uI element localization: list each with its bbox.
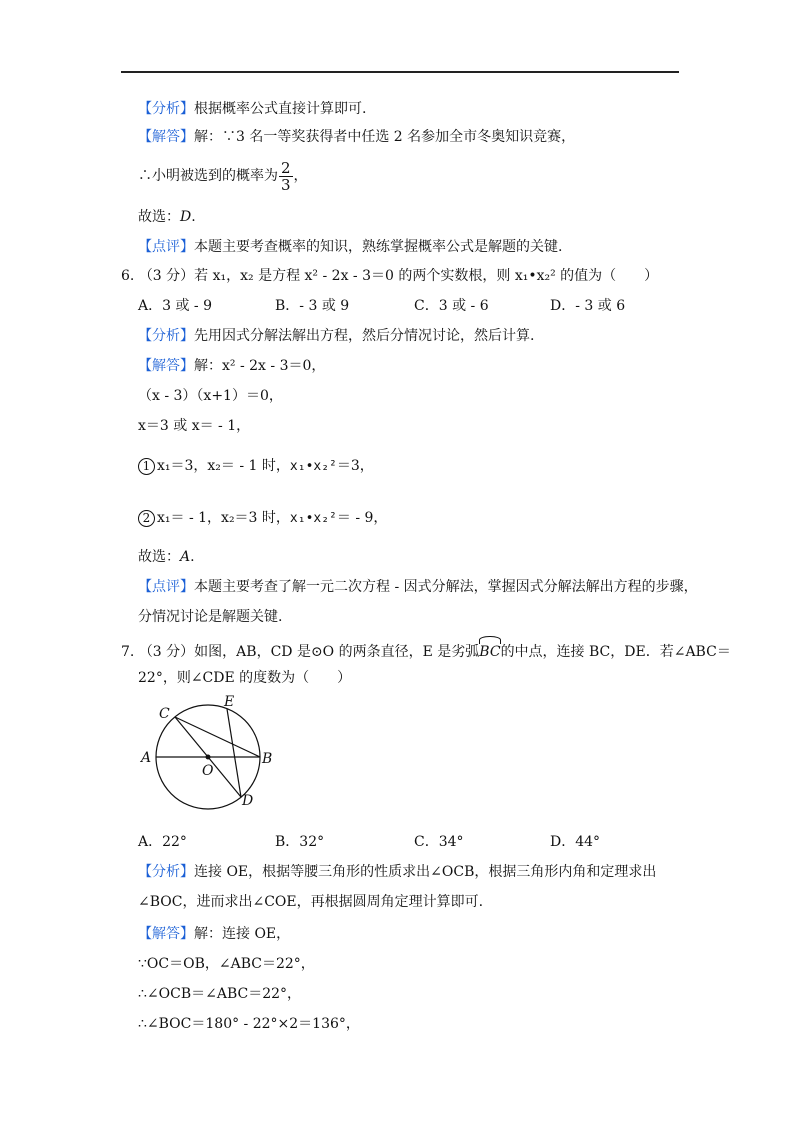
q7-answer: 【解答】解：连接 OE， — [138, 926, 291, 942]
answer-text: 解：∵3 名一等奖获得者中任选 2 名参加全市冬奥知识竞赛， — [194, 129, 576, 145]
q6-case2: 2 x₁＝ ‑ 1，x₂＝3 时，x₁•x₂²＝ ‑ 9， — [138, 508, 387, 529]
label-a: A — [141, 750, 152, 766]
q6-stem — [121, 266, 658, 286]
analysis-tag: 【分析】 — [138, 101, 194, 117]
q6-option-c: C．3 或 ‑ 6 — [414, 298, 489, 314]
q6-case1: 1 x₁＝3，x₂＝ ‑ 1 时，x₁•x₂²＝3， — [138, 456, 374, 477]
case1-expression: x₁•x₂² — [289, 459, 337, 474]
q6-comment-cont: 分情况讨论是解题关键. — [138, 609, 283, 625]
q7-stem-cont: 22°，则∠CDE 的度数为（ ） — [138, 670, 352, 686]
q7-option-b: B．32° — [275, 834, 325, 850]
q6-option-d: D．‑ 3 或 6 — [550, 298, 626, 314]
q7-option-a: A．22° — [138, 834, 187, 850]
comment-text: 本题主要考查概率的知识，熟练掌握概率公式是解题的关键. — [194, 239, 563, 255]
circled-number: 1 — [138, 458, 155, 475]
q7-option-c: C．34° — [414, 834, 464, 850]
q7-stem: 7. （3 分）如图，AB，CD 是⊙O 的两条直径，E 是劣弧BC的中点，连接 BC，DE．若∠ABC＝ — [121, 638, 731, 662]
q7-analysis-cont: ∠BOC，进而求出∠COE，再根据圆周角定理计算即可. — [138, 894, 484, 910]
question-number: 7. — [121, 644, 135, 660]
q6-choose: 故选：A. — [138, 549, 195, 565]
comment-tag: 【点评】 — [138, 239, 194, 255]
q6-comment: 【点评】本题主要考查了解一元二次方程 ‑ 因式分解法，掌握因式分解法解出方程的步骤， — [138, 579, 698, 595]
q7-step3: ∴∠BOC＝180° ‑ 22°×2＝136°， — [138, 1016, 360, 1032]
q5-analysis — [138, 99, 366, 119]
q6-answer: 【解答】解：x² ‑ 2x ‑ 3＝0， — [138, 358, 326, 374]
q6-analysis: 【分析】先用因式分解法解出方程，然后分情况讨论，然后计算. — [138, 328, 535, 344]
label-e: E — [224, 694, 235, 710]
circled-number: 2 — [138, 510, 155, 527]
q5-answer — [138, 127, 575, 147]
label-b: B — [262, 751, 273, 767]
q7-option-d: D．44° — [550, 834, 601, 850]
question-stem: （3 分）若 x₁，x₂ 是方程 x² ‑ 2x ‑ 3＝0 的两个实数根，则 x₁•x₂² 的值为（ ） — [138, 268, 659, 284]
circle-figure — [138, 693, 288, 815]
q5-probability: ∴小明被选到的概率为 $\frac{2}{3}$ ， — [138, 158, 308, 194]
label-o: O — [202, 763, 214, 779]
q5-choose: 故选：D. — [138, 209, 196, 225]
q7-step2: ∴∠OCB＝∠ABC＝22°， — [138, 986, 302, 1002]
case2-expression: x₁•x₂² — [289, 511, 337, 526]
chord-de — [227, 709, 241, 797]
probability-fraction: $\frac{2}{3}$ — [281, 158, 291, 194]
q7-analysis: 【分析】连接 OE，根据等腰三角形的性质求出∠OCB，根据三角形内角和定理求出 — [138, 864, 657, 880]
q6-option-a: A．3 或 ‑ 9 — [138, 298, 213, 314]
label-d: D — [242, 793, 254, 809]
header-rule — [121, 71, 679, 73]
label-c: C — [159, 706, 170, 722]
arc-bc: BC — [479, 638, 500, 662]
center-point — [206, 755, 211, 760]
q7-step1: ∵OC＝OB，∠ABC＝22°， — [138, 956, 315, 972]
probability-text: ∴小明被选到的概率为 — [138, 168, 278, 184]
q6-step2: x＝3 或 x＝ ‑ 1， — [138, 418, 251, 434]
question-number: 6. — [121, 268, 135, 284]
answer-tag: 【解答】 — [138, 129, 194, 145]
analysis-text: 根据概率公式直接计算即可. — [194, 101, 367, 117]
q5-comment — [138, 237, 562, 257]
q6-option-b: B．‑ 3 或 9 — [275, 298, 350, 314]
q6-step1: （x ‑ 3）（x+1）＝0， — [138, 388, 283, 404]
